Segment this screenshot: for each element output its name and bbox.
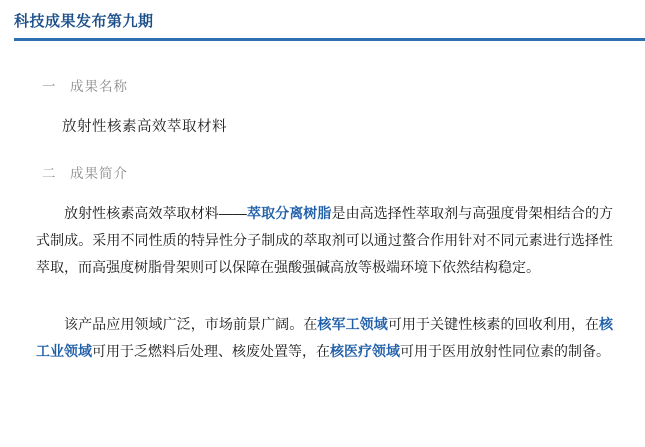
section-number: 一 bbox=[42, 79, 56, 94]
text-run: 该产品应用领域广泛，市场前景广阔。在 bbox=[64, 316, 318, 332]
text-run: 是由高选择性萃取剂与高强度骨架相结合的方式制成。采用不同性质的特异性分子制成的萃取剂可以通过螯合作用针对不同元素进行选择性萃取，而高强度树脂骨架则可以保障在强酸强碱高放等极端环境下依然结构稳定。 bbox=[36, 205, 614, 275]
page-title: 科技成果发布第九期 bbox=[14, 13, 154, 30]
text-run: 可用于乏燃料后处理、核废处置等，在 bbox=[92, 343, 330, 359]
section-label: 成果名称 bbox=[70, 79, 128, 94]
highlighted-term: 核医疗领域 bbox=[330, 343, 400, 359]
text-run: 放射性核素高效萃取材料—— bbox=[64, 205, 247, 221]
highlighted-term: 萃取分离树脂 bbox=[246, 205, 332, 221]
paragraph-2 bbox=[26, 311, 619, 365]
section-number: 二 bbox=[42, 166, 56, 181]
paragraph-1 bbox=[26, 200, 619, 281]
text-run: 可用于医用放射性同位素的制备。 bbox=[400, 343, 610, 359]
section-label: 成果简介 bbox=[70, 166, 128, 181]
document-header bbox=[0, 0, 645, 49]
text-run: 可用于关键性核素的回收利用，在 bbox=[387, 316, 600, 332]
highlighted-term: 核工业领域 bbox=[36, 316, 614, 359]
section-heading-result-intro bbox=[26, 162, 619, 182]
document-body bbox=[0, 75, 645, 365]
header-divider bbox=[14, 38, 645, 41]
highlighted-term: 核军工领域 bbox=[317, 316, 388, 332]
result-name-value: 放射性核素高效萃取材料 bbox=[62, 119, 227, 135]
section-heading-result-name bbox=[26, 75, 619, 95]
